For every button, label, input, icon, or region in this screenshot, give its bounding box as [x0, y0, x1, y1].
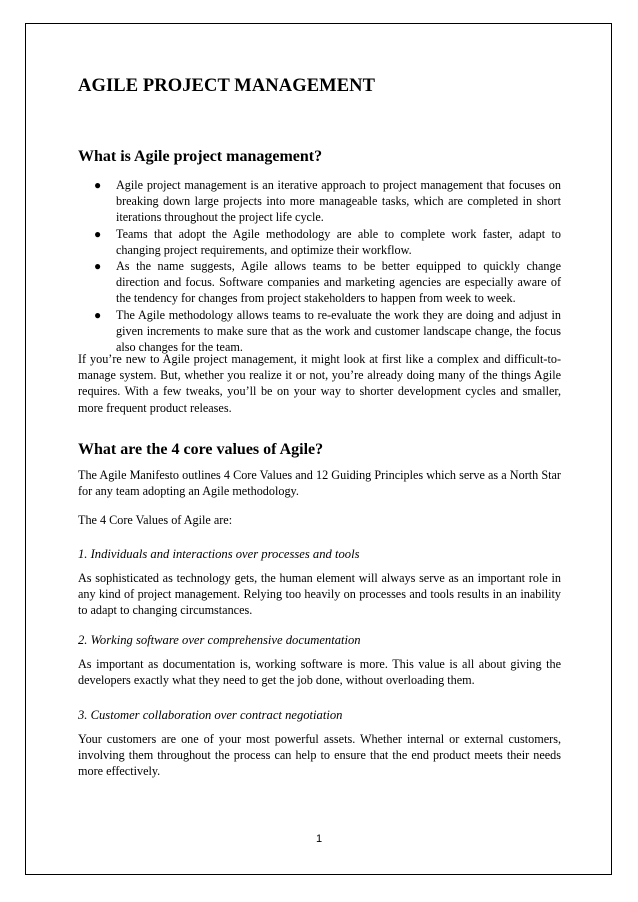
list-item [78, 226, 561, 258]
list-item-text: The Agile methodology allows teams to re-evaluate the work they are doing and adjust in given increments to make sure that as the work and customer landscape change, the focus also changes for the team. [116, 307, 561, 355]
list-item [78, 177, 561, 226]
list-item-text: Agile project management is an iterative approach to project management that focuses on breaking down large projects into more manageable tasks, which are completed in short iterations throughout the project life cycle. [116, 178, 561, 225]
value-body-2: As important as documentation is, working software is more. This value is all about giving the developers exactly what they need to get the job done, without overloading them. [78, 657, 561, 688]
value-body-3: Your customers are one of your most powerful assets. Whether internal or external customers, involving them throughout the process can help to ensure that the end product meets their needs more effectively. [78, 732, 561, 779]
list-item [78, 307, 561, 356]
bullet-icon: ● [94, 226, 102, 241]
bullet-icon: ● [94, 307, 102, 322]
agile-definition-list [78, 177, 561, 355]
intro-paragraph: If you’re new to Agile project management, it might look at first like a complex and difficult-to-manage system. But, whether you realize it or not, you’re already doing many of the things Agile requires. With a few tweaks, you’ll be on your way to shorter development cycles and smaller, more frequent product releases. [78, 352, 561, 415]
list-item [78, 258, 561, 307]
manifesto-paragraph: The Agile Manifesto outlines 4 Core Values and 12 Guiding Principles which serve as a North Star for any team adopting an Agile methodology. [78, 468, 561, 499]
section-heading-core-values: What are the 4 core values of Agile? [78, 441, 324, 458]
core-values-lead: The 4 Core Values of Agile are: [78, 513, 233, 527]
section-heading-what-is-agile: What is Agile project management? [78, 148, 323, 165]
value-body-1: As sophisticated as technology gets, the human element will always serve as an important role in any kind of project management. Relying too heavily on processes and tools results in an inability to adapt to changing circumstances. [78, 571, 561, 618]
page-number: 1 [315, 833, 323, 845]
list-item-text: As the name suggests, Agile allows teams to be better equipped to quickly change direction and focus. Software companies and marketing agencies are especially aware of the tendency for changes from project stakeholders to happen from week to week. [116, 259, 561, 306]
bullet-icon: ● [94, 259, 102, 274]
value-heading-2: 2. Working software over comprehensive documentation [78, 633, 361, 647]
document-title: AGILE PROJECT MANAGEMENT [78, 76, 376, 96]
list-item-text: Teams that adopt the Agile methodology are able to complete work faster, adapt to changing project requirements, and optimize their workflow. [116, 226, 561, 257]
value-heading-3: 3. Customer collaboration over contract negotiation [78, 708, 343, 722]
value-heading-1: 1. Individuals and interactions over processes and tools [78, 547, 360, 561]
bullet-icon: ● [94, 178, 102, 192]
